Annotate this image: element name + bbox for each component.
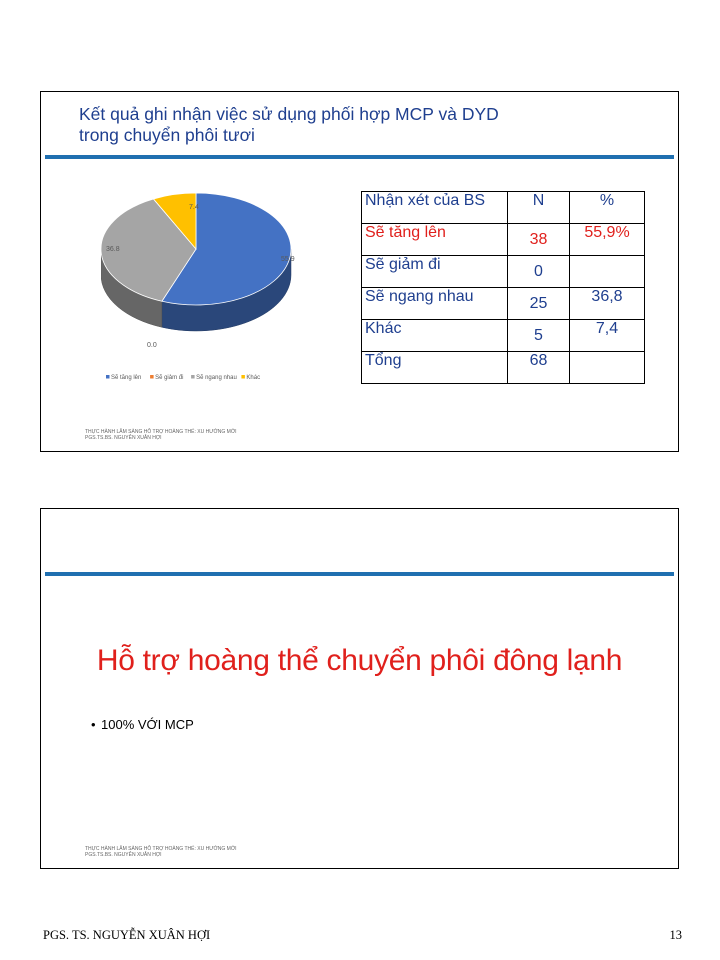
table-row [362,288,645,320]
table-row [362,256,645,288]
table-header-cell: Nhận xét của BS [362,192,508,224]
slide-title-line-1: Kết quả ghi nhận việc sử dụng phối hợp MCP và DYD [79,104,499,124]
table-row [362,320,645,352]
legend-swatch [191,375,195,379]
table-cell [570,256,645,288]
table-header-cell: N [508,192,570,224]
legend-swatch [106,375,110,379]
table-cell: 0 [508,256,570,288]
table-cell: 55,9% [570,224,645,256]
table-cell: 38 [508,224,570,256]
legend-swatch [241,375,245,379]
footnote-line-2: PGS.TS.BS. NGUYỄN XUÂN HỢI [85,435,162,441]
table-cell: 7,4 [570,320,645,352]
table-cell: Khác [362,320,508,352]
footnote-line-1: THỰC HÀNH LÂM SÀNG HỖ TRỢ HOÀNG THỂ: XU HƯỚNG MỚI [85,846,237,852]
table-row [362,352,645,384]
footnote-line-1: THỰC HÀNH LÂM SÀNG HỖ TRỢ HOÀNG THỂ: XU HƯỚNG MỚI [85,429,237,435]
pie-data-label: 7.4 [189,204,199,211]
slide-title-line-2: trong chuyển phôi tươi [79,125,255,145]
slide-footnote [85,429,237,441]
results-table [361,191,645,384]
legend-swatch [150,375,154,379]
table-cell: 68 [508,352,570,384]
table-cell: 25 [508,288,570,320]
footnote-line-2: PGS.TS.BS. NGUYỄN XUÂN HỢI [85,852,162,858]
slide-title [79,104,499,146]
page-footer-author: PGS. TS. NGUYỄN XUÂN HỢI [43,928,211,942]
table-cell: Tổng [362,352,508,384]
table-header-row [362,192,645,224]
title-underline [45,155,674,159]
table-cell: 36,8 [570,288,645,320]
legend-label: Sẽ giảm đi [155,375,184,381]
bullet-text: 100% VỚI MCP [101,717,194,732]
pie-data-label: 36.8 [106,246,120,253]
table-cell: 5 [508,320,570,352]
pie-data-label: 55.9 [281,256,295,263]
legend-label: Sẽ tăng lên [111,375,142,381]
chart-legend [106,375,260,381]
bullet-dot-icon: • [91,717,96,732]
legend-label: Sẽ ngang nhau [196,375,237,381]
table-row [362,224,645,256]
slide-1 [40,91,679,452]
table-cell: Sẽ giảm đi [362,256,508,288]
bullet-item [91,717,194,732]
pie-data-label: 0.0 [147,342,157,349]
table-header-cell: % [570,192,645,224]
slide-title: Hỗ trợ hoàng thể chuyển phôi đông lạnh [96,644,623,677]
pie-chart [101,187,331,397]
legend-label: Khác [246,375,261,381]
page-number: 13 [669,928,682,942]
table-cell: Sẽ tăng lên [362,224,508,256]
title-rule [45,572,674,576]
table-cell: Sẽ ngang nhau [362,288,508,320]
table-cell [570,352,645,384]
slide-2 [40,508,679,869]
slide-footnote [85,846,237,858]
